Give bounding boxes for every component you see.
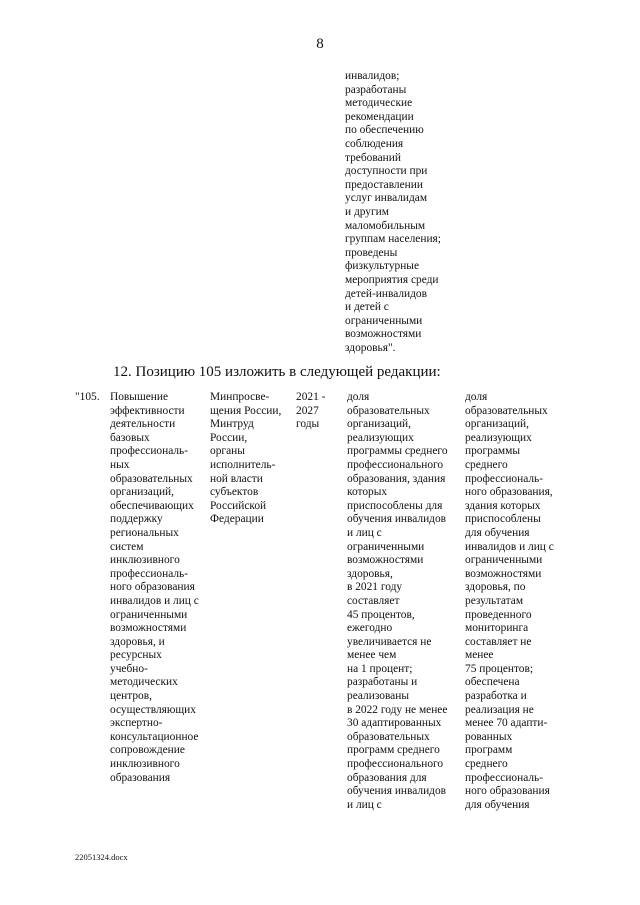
text-line: ной власти	[210, 472, 263, 485]
text-line: составляет не	[465, 635, 532, 648]
text-line: здоровья, и	[110, 635, 165, 648]
text-line: образовательных	[347, 730, 430, 743]
text-line: профессиональ-	[465, 771, 544, 784]
text-line: доступности при	[345, 165, 428, 178]
text-line: возможностями	[465, 567, 542, 580]
text-line: России,	[210, 431, 248, 444]
text-line: услуг инвалидам	[345, 192, 428, 205]
text-line: возможностями	[347, 554, 424, 567]
text-line: соблюдения	[345, 137, 404, 150]
text-line: результатам	[465, 594, 524, 607]
text-line: программ среднего	[347, 744, 440, 757]
text-line: профессиональ-	[110, 567, 189, 580]
text-line: образования, здания	[347, 472, 446, 485]
text-line: программ	[465, 744, 513, 757]
text-line: рованных	[465, 730, 513, 743]
responsible-cell	[210, 391, 281, 527]
text-line: центров,	[110, 690, 152, 703]
indicator-cell	[347, 391, 448, 812]
text-line: здания которых	[465, 499, 541, 512]
text-line: возможностями	[110, 622, 187, 635]
text-line: менее 70 адапти-	[465, 717, 548, 730]
text-line: исполнитель-	[210, 458, 276, 471]
text-line: 30 адаптированных	[347, 717, 442, 730]
text-line: возможностями	[345, 328, 422, 341]
text-line: доля	[465, 391, 488, 403]
text-line: деятельности	[110, 418, 176, 431]
activity-cell	[110, 391, 199, 785]
text-line: реализующих	[465, 431, 532, 444]
text-line: региональных	[110, 526, 179, 539]
text-line: обеспечивающих	[110, 499, 194, 512]
text-line: годы	[296, 418, 320, 431]
text-line: маломобильным	[345, 219, 426, 232]
text-line: учебно-	[110, 662, 148, 675]
text-line: разработка и	[465, 690, 527, 703]
text-line: реализация не	[465, 703, 534, 716]
text-line: менее чем	[347, 649, 397, 662]
text-line: группам населения;	[345, 233, 441, 246]
text-line: ного образования,	[465, 486, 553, 499]
text-line: организаций,	[347, 418, 411, 431]
file-name-footer: 22051324.docx	[75, 852, 128, 862]
text-line: требований	[345, 151, 401, 164]
text-line: рекомендации	[345, 110, 414, 123]
text-line: профессионального	[347, 458, 444, 471]
text-line: инвалидов и лиц с	[465, 540, 554, 553]
text-line: ограниченными	[347, 540, 425, 553]
text-line: инклюзивного	[110, 554, 180, 567]
text-line: образования	[110, 771, 171, 784]
text-line: органы	[210, 445, 245, 458]
text-line: приспособлены для	[347, 499, 443, 512]
text-line: для обучения	[465, 798, 530, 811]
text-line: образовательных	[347, 404, 430, 417]
text-line: инвалидов и лиц с	[110, 594, 199, 607]
text-line: ресурсных	[110, 649, 162, 662]
row-number-cell	[75, 391, 100, 405]
text-line: 75 процентов;	[465, 662, 534, 675]
text-line: и лиц с	[347, 526, 382, 539]
text-line: субъектов	[210, 486, 259, 499]
text-line: приспособлены	[465, 513, 541, 526]
text-line: доля	[347, 391, 370, 403]
text-line: и другим	[345, 205, 389, 218]
text-line: проведенного	[465, 608, 532, 621]
period-cell	[296, 391, 325, 432]
text-line: менее	[465, 649, 494, 662]
text-line: методические	[345, 97, 413, 110]
text-line: проведены	[345, 246, 398, 259]
text-line: ограниченными	[465, 554, 543, 567]
text-line: среднего	[465, 758, 508, 771]
text-line: разработаны	[345, 83, 407, 96]
text-line: образовательных	[465, 404, 548, 417]
text-line: ных	[110, 458, 130, 471]
text-line: ного образования	[110, 581, 195, 594]
text-line: по обеспечению	[345, 124, 424, 137]
text-line: здоровья".	[345, 341, 396, 354]
text-line: разработаны и	[347, 676, 418, 689]
text-line: 2021 -	[296, 391, 326, 403]
text-line: образования для	[347, 771, 427, 784]
text-line: щения России,	[210, 404, 282, 417]
text-line: 45 процентов,	[347, 608, 415, 621]
text-line: ного образования	[465, 785, 550, 798]
text-line: систем	[110, 540, 144, 553]
result-cell	[465, 391, 554, 812]
text-line: в 2022 году не менее	[347, 703, 448, 716]
text-line: Российской	[210, 499, 267, 512]
text-line: консультационное	[110, 730, 199, 743]
text-line: детей-инвалидов	[345, 287, 427, 300]
text-line: составляет	[347, 594, 400, 607]
text-line: среднего	[465, 458, 508, 471]
text-line: Повышение	[110, 391, 169, 403]
text-line: эффективности	[110, 404, 185, 417]
text-line: инклюзивного	[110, 758, 180, 771]
text-line: здоровья,	[347, 567, 393, 580]
amendment-instruction: 12. Позицию 105 изложить в следующей редакции:	[113, 364, 441, 380]
text-line: здоровья, по	[465, 581, 526, 594]
text-line: осуществляющих	[110, 703, 196, 716]
text-line: ежегодно	[347, 622, 393, 635]
text-line: предоставлении	[345, 178, 423, 191]
text-line: методических	[110, 676, 178, 689]
text-line: на 1 процент;	[347, 662, 413, 675]
text-line: Минтруд	[210, 418, 254, 431]
text-line: обеспечена	[465, 676, 520, 689]
text-line: и детей с	[345, 301, 389, 314]
text-line: инвалидов;	[345, 70, 400, 82]
text-line: ограниченными	[110, 608, 188, 621]
text-line: мониторинга	[465, 622, 529, 635]
text-line: профессионального	[347, 758, 444, 771]
text-line: поддержку	[110, 513, 163, 526]
text-line: базовых	[110, 431, 150, 444]
text-line: и лиц с	[347, 798, 382, 811]
text-line: 2027	[296, 404, 319, 417]
text-line: физкультурные	[345, 260, 420, 273]
text-line: в 2021 году	[347, 581, 403, 594]
text-line: программы среднего	[347, 445, 448, 458]
text-line: обучения инвалидов	[347, 785, 447, 798]
text-line: профессиональ-	[110, 445, 189, 458]
text-line: образовательных	[110, 472, 193, 485]
text-line: сопровождение	[110, 744, 185, 757]
text-line: Федерации	[210, 513, 264, 526]
text-line: реализующих	[347, 431, 414, 444]
text-line: обучения инвалидов	[347, 513, 447, 526]
text-line: увеличивается не	[347, 635, 432, 648]
row-number: "105.	[75, 391, 100, 403]
text-line: для обучения	[465, 526, 530, 539]
text-line: профессиональ-	[465, 472, 544, 485]
text-line: экспертно-	[110, 717, 163, 730]
text-line: которых	[347, 486, 388, 499]
page-number: 8	[316, 36, 324, 52]
text-line: Минпросве-	[210, 391, 270, 403]
text-line: реализованы	[347, 690, 409, 703]
text-line: организаций,	[110, 486, 174, 499]
text-line: ограниченными	[345, 314, 423, 327]
text-line: программы	[465, 445, 520, 458]
text-line: организаций,	[465, 418, 529, 431]
text-line: мероприятия среди	[345, 273, 439, 286]
continuation-text	[345, 70, 441, 355]
